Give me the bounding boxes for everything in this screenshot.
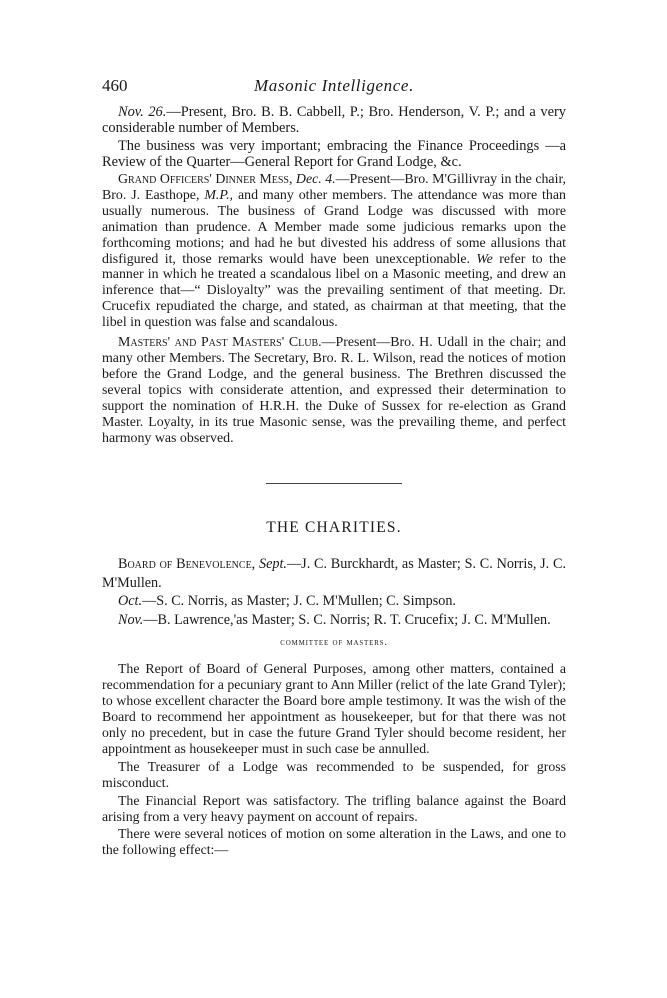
paragraph-text: refer to the manner in which he treated a scandalous libel on a Masonic meeting, and drew an inference that—“ Disloyalty” was the prevailing sentiment of that meeting. Dr. Crucefix repudiated the charge, and stated, as chairman at that meeting, that the libel in question was false and scandalous. <box>102 251 566 331</box>
date-nov: Nov. <box>118 611 144 628</box>
dinner-mess-report <box>102 172 566 331</box>
paragraph-text: —B. Lawrence,'as Master; S. C. Norris; R. T. Crucefix; J. C. M'Mullen. <box>143 611 551 628</box>
paragraph-masters-club <box>102 335 566 446</box>
paragraph-financial: The Financial Report was satisfactory. The trifling balance against the Board arising from a very heavy payment on account of repairs. <box>102 792 566 824</box>
date-sept: Sept. <box>259 556 287 573</box>
paragraph-business: The business was very important; embracing the Finance Proceedings —a Review of the Quarter—General Report for Grand Lodge, &c. <box>102 138 566 170</box>
paragraph-board-nov <box>102 611 566 630</box>
page-header <box>102 76 566 100</box>
board-of-benevolence <box>102 555 566 629</box>
heading-dinner-mess: Grand Officers' Dinner Mess, <box>118 172 293 187</box>
date-dec-4: Dec. 4. <box>295 172 336 187</box>
masters-club-report <box>102 335 566 446</box>
running-title: Masonic Intelligence. <box>254 76 414 95</box>
committee-report <box>102 661 566 858</box>
heading-masters-club: Masters' and Past Masters' Club. <box>118 335 322 351</box>
date-oct: Oct. <box>118 593 143 610</box>
paragraph-text: —J. C. Burckhardt, as Master; S. C. Norris, J. C. M'Mullen. <box>102 556 566 591</box>
paragraph-board-oct <box>102 592 566 611</box>
paragraph-nov-26 <box>102 104 566 136</box>
lodge-reports <box>102 104 566 170</box>
page-number: 460 <box>102 76 128 95</box>
paragraph-notices: There were several notices of motion on some alteration in the Laws, and one to the following effect:— <box>102 826 566 858</box>
paragraph-text: and many other members. The attendance was more than usually numerous. The business of Grand Lodge was discussed with more animation than prudence. A Member made some judicious remarks upon the forthcoming motions; and had he but divested his address of some allusions that disfigured it, those remarks would have been unexceptionable. <box>102 187 566 267</box>
paragraph-board-sept <box>102 555 566 592</box>
paragraph-treasurer: The Treasurer of a Lodge was recommended to be suspended, for gross misconduct. <box>102 758 566 790</box>
title-mp: M.P., <box>204 187 234 203</box>
paragraph-text: —S. C. Norris, as Master; J. C. M'Mullen; C. Simpson. <box>142 593 456 610</box>
paragraph-text: —Present—Bro. H. Udall in the chair; and many other Members. The Secretary, Bro. R. L. Wilson, read the notices of motion before the Grand Lodge, and the general business. The Brethren discussed the several topics with considerate attention, and expressed their determination to support the nomination of H.R.H. the Duke of Sussex for re-election as Grand Master. Loyalty, in its true Masonic sense, was the prevailing theme, and perfect harmony was observed. <box>102 335 566 446</box>
emphasis-we: We <box>476 251 493 267</box>
subheading-committee: committee of masters. <box>280 637 388 649</box>
section-title: THE CHARITIES. <box>266 519 402 537</box>
paragraph-report: The Report of Board of General Purposes, among other matters, contained a recommendation for a pecuniary grant to Ann Miller (relict of the late Grand Tyler); to whose excellent character the Board bore ample testimony. It was the wish of the Board to recommend her appointment as housekeeper, but for that there was not only no precedent, but in case the future Grand Tyler should become resident, her appointment as housekeeper must in such case be annulled. <box>102 661 566 756</box>
section-divider <box>266 483 402 484</box>
date-nov-26: Nov. 26. <box>118 104 167 120</box>
paragraph-dinner-mess <box>102 172 566 331</box>
heading-board: Board of Benevolence, <box>118 556 256 573</box>
page-body <box>102 104 566 858</box>
paragraph-text: —Present, Bro. B. B. Cabbell, P.; Bro. Henderson, V. P.; and a very considerable number of Members. <box>102 104 566 136</box>
paragraph-text: —Present—Bro. M'Gillivray in the chair, Bro. J. Easthope, <box>102 172 566 203</box>
